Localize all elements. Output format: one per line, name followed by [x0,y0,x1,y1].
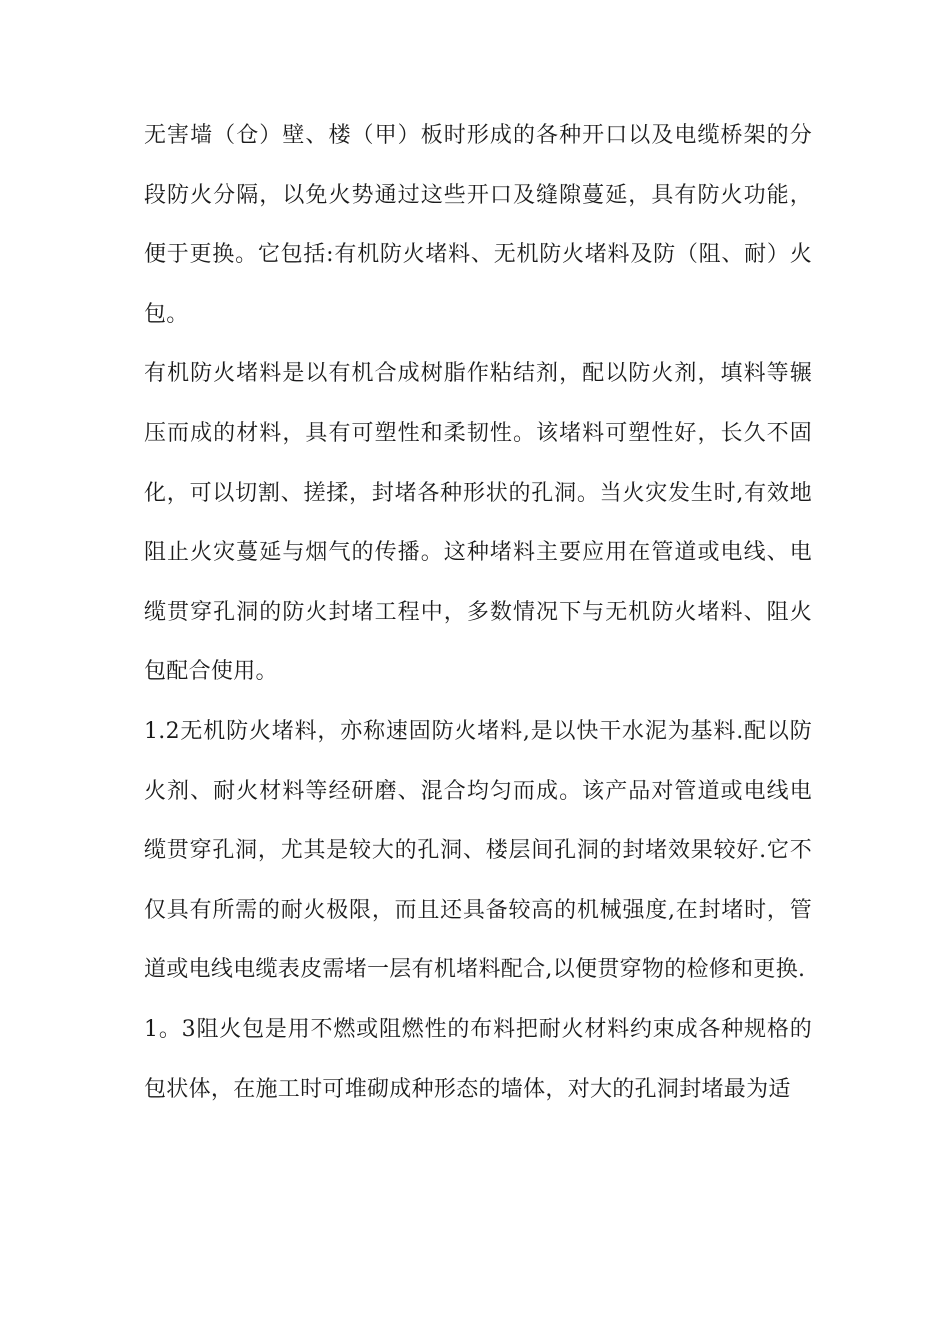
paragraph-organic-firestop: 有机防火堵料是以有机合成树脂作粘结剂，配以防火剂，填料等辗压而成的材料，具有可塑性和柔韧性。该堵料可塑性好，长久不固化，可以切割、搓揉，封堵各种形状的孔洞。当火灾发生时,有效地阻止火灾蔓延与烟气的传播。这种堵料主要应用在管道或电线、电缆贯穿孔洞的防火封堵工程中，多数情况下与无机防火堵料、阻火包配合使用。 [144,361,812,685]
paragraph-intro: 无害墙（仓）壁、楼（甲）板时形成的各种开口以及电缆桥架的分段防火分隔，以免火势通过这些开口及缝隙蔓延，具有防火功能，便于更换。它包括:有机防火堵料、无机防火堵料及防（阻、耐）火包。 [144,123,812,327]
document-body [144,106,812,1119]
paragraph-fire-pillow: 1。3阻火包是用不燃或阻燃性的布料把耐火材料约束成各种规格的包状体，在施工时可堆砌成种形态的墙体，对大的孔洞封堵最为适 [144,1016,812,1102]
paragraph-inorganic-firestop: 1.2无机防火堵料，亦称速固防火堵料,是以快干水泥为基料.配以防火剂、耐火材料等经研磨、混合均匀而成。该产品对管道或电线电缆贯穿孔洞，尤其是较大的孔洞、楼层间孔洞的封堵效果较好.它不仅具有所需的耐火极限，而且还具备较高的机械强度,在封堵时，管道或电线电缆表皮需堵一层有机堵料配合,以便贯穿物的检修和更换. [144,718,812,983]
